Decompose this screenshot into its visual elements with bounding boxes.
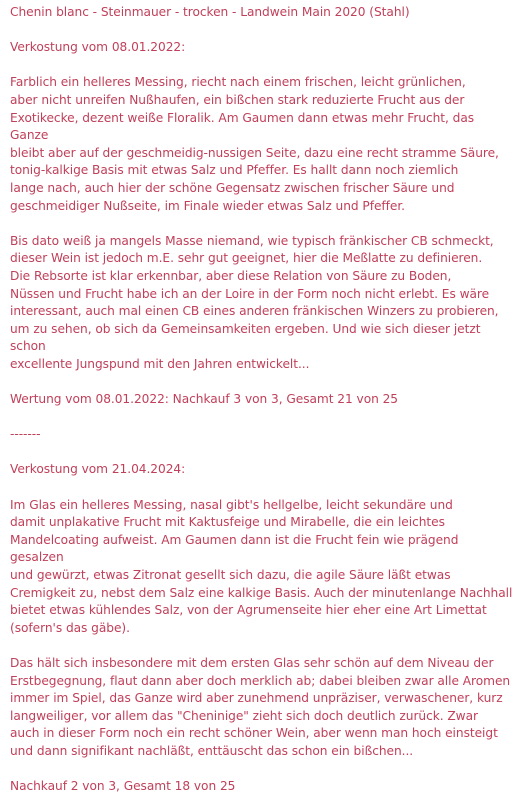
tasting-1-paragraph-1: Farblich ein helleres Messing, riecht nach einem frischen, leicht grünlichen, aber nicht unreifen Nußhaufen, ein bißchen stark reduzierte Frucht aus der Exotikecke, dezent weiße Floralik. Am Gaumen dann etwas mehr Frucht, das Ganze bleibt aber auf der geschmeidig-nussigen Seite, dazu eine recht stramme Säure, tonig-kalkige Basis mit etwas Salz und Pfeffer. Es hallt dann noch ziemlich lange nach, auch hier der schöne Gegensatz zwischen frischer Säure und geschmeidiger Nußseite, im Finale wieder etwas Salz und Pfeffer.: [10, 75, 499, 213]
tasting-1-rating: Wertung vom 08.01.2022: Nachkauf 3 von 3, Gesamt 21 von 25: [10, 392, 399, 407]
separator: -------: [10, 427, 41, 442]
tasting-2-paragraph-2: Das hält sich insbesondere mit dem ersten Glas sehr schön auf dem Niveau der Erstbegegnung, flaut dann aber doch merklich ab; dabei bleiben zwar alle Aromen immer im Spiel, das Ganze wird aber zunehmend unpräziser, verwaschener, kurz langweiliger, vor allem das "Cheninige" zieht sich doch deutlich zurück. Zwar auch in dieser Form noch ein recht schöner Wein, aber wenn man hoch einsteigt und dann signifikant nachläßt, enttäuscht das schon ein bißchen...: [10, 655, 511, 758]
tasting-2-rating: Nachkauf 2 von 3, Gesamt 18 von 25: [10, 779, 236, 794]
tasting-2-paragraph-1: Im Glas ein helleres Messing, nasal gibt's hellgelbe, leicht sekundäre und damit unplakative Frucht mit Kaktusfeige und Mirabelle, die ein leichtes Mandelcoating aufweist. Am Gaumen dann ist die Frucht fein wie prägend gesalzen und gewürzt, etwas Zitronat gesellt sich dazu, die agile Säure läßt etwas Cremigkeit zu, nebst dem Salz eine kalkige Basis. Auch der minutenlange Nachhall bietet etwas kühlendes Salz, von der Agrumenseite hier eher eine Art Limettat (sofern's das gäbe).: [10, 497, 513, 635]
tasting-2-heading: Verkostung vom 21.04.2024:: [10, 462, 186, 477]
tasting-1-heading: Verkostung vom 08.01.2022:: [10, 40, 186, 55]
tasting-1-paragraph-2: Bis dato weiß ja mangels Masse niemand, wie typisch fränkischer CB schmeckt, dieser Wein ist jedoch m.E. sehr gut geeignet, hier die Meßlatte zu definieren. Die Rebsorte ist klar erkennbar, aber diese Relation von Säure zu Boden, Nüssen und Frucht habe ich an der Loire in der Form noch nicht erlebt. Es wäre interessant, auch mal einen CB eines anderen fränkischen Winzers zu probieren, um zu sehen, ob sich da Gemeinsamkeiten ergeben. Und wie sich dieser jetzt schon excellente Jungspund mit den Jahren entwickelt...: [10, 233, 499, 371]
wine-title: Chenin blanc - Steinmauer - trocken - Landwein Main 2020 (Stahl): [10, 5, 410, 19]
